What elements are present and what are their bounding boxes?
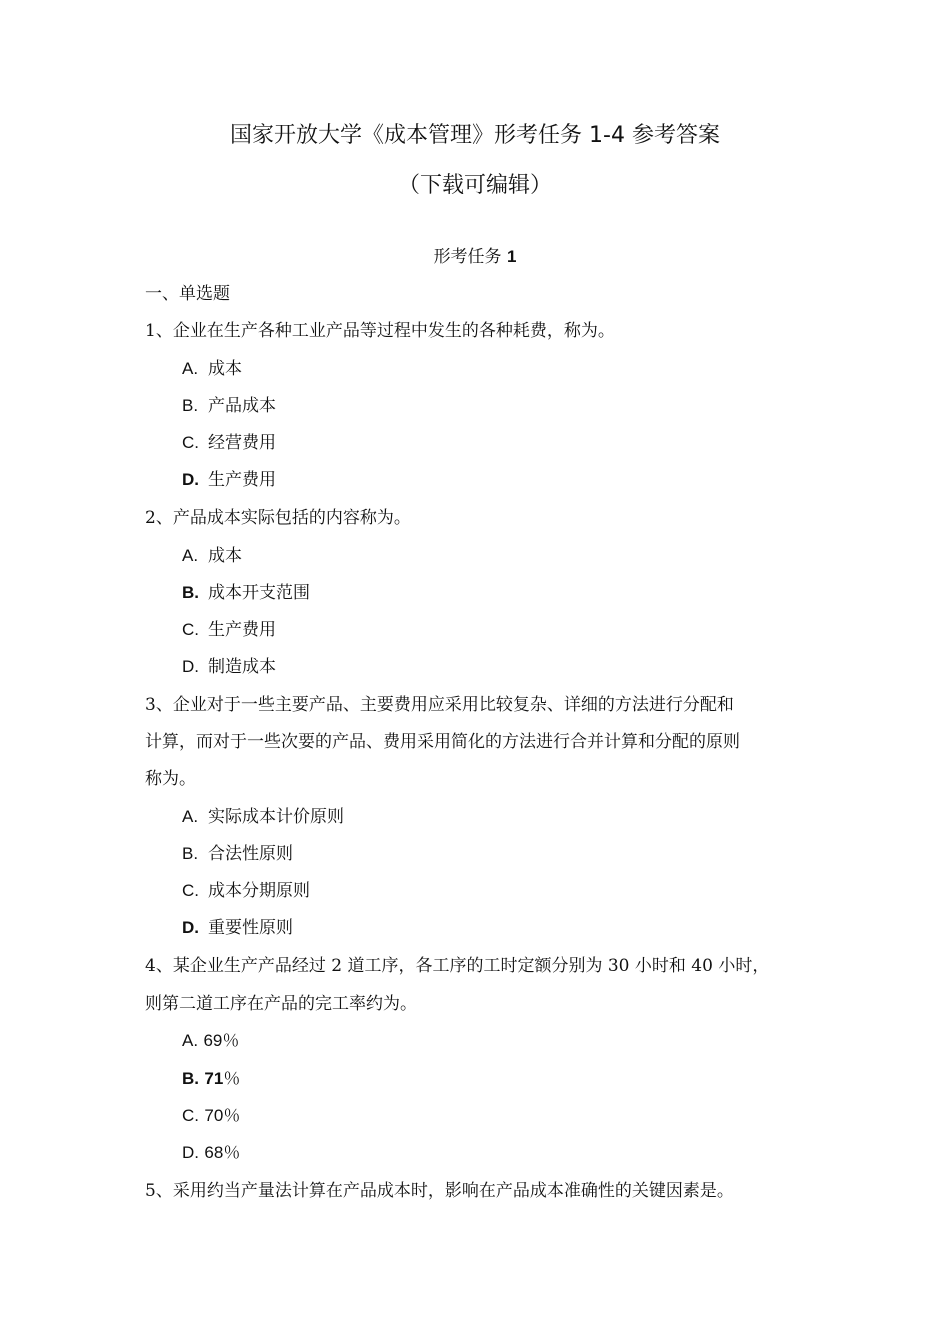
- question-5-text: 5、采用约当产量法计算在产品成本时，影响在产品成本准确性的关键因素是。: [145, 1181, 734, 1201]
- option-text: 生产费用: [208, 470, 276, 490]
- q3-option-c: [182, 878, 310, 904]
- q2-option-d: [182, 654, 276, 680]
- option-text: 生产费用: [208, 620, 276, 640]
- option-letter: D.: [182, 1143, 199, 1162]
- option-value: 71: [204, 1069, 224, 1088]
- q3-option-d-correct: [182, 915, 293, 941]
- option-text: 实际成本计价原则: [208, 807, 344, 827]
- document-subtitle: （下载可编辑）: [397, 173, 552, 198]
- q4-option-d: [182, 1140, 240, 1166]
- q2-option-c: [182, 617, 276, 643]
- question-1-text: 1、企业在生产各种工业产品等过程中发生的各种耗费，称为。: [145, 321, 615, 341]
- option-text: 成本: [208, 546, 242, 566]
- option-letter: C.: [182, 881, 199, 900]
- section-number: 1: [506, 247, 517, 266]
- option-text: 成本开支范围: [208, 583, 310, 603]
- q1-option-c: [182, 430, 276, 456]
- question-4-line-1: 4、某企业生产产品经过 2 道工序，各工序的工时定额分别为 30 小时和 40 小时，: [145, 956, 770, 976]
- option-text: 产品成本: [208, 396, 276, 416]
- option-value: 68: [204, 1143, 224, 1162]
- option-text: 重要性原则: [208, 918, 293, 938]
- percent-sign: ％: [223, 1069, 241, 1089]
- option-letter: D.: [182, 470, 199, 489]
- q1-option-d-correct: [182, 467, 276, 493]
- part-heading: 一、单选题: [145, 284, 230, 304]
- question-2-text: 2、产品成本实际包括的内容称为。: [145, 508, 411, 528]
- option-value: 70: [204, 1106, 224, 1125]
- q3-option-b: [182, 841, 293, 867]
- question-4-line-2: 则第二道工序在产品的完工率约为。: [145, 994, 417, 1014]
- section-heading: [0, 244, 950, 270]
- question-3-line-3: 称为。: [145, 769, 196, 789]
- option-letter: A.: [182, 546, 199, 565]
- q4-option-a: [182, 1028, 239, 1054]
- option-letter: D.: [182, 657, 199, 676]
- option-value: 69: [203, 1031, 223, 1050]
- option-text: 成本: [208, 359, 242, 379]
- q2-option-a: [182, 543, 242, 569]
- document-title: 国家开放大学《成本管理》形考任务 1-4 参考答案: [230, 123, 720, 148]
- question-3-line-1: 3、企业对于一些主要产品、主要费用应采用比较复杂、详细的方法进行分配和: [145, 695, 734, 715]
- option-letter: B.: [182, 844, 199, 863]
- q4-option-b-correct: [182, 1066, 240, 1092]
- section-label: 形考任务: [433, 247, 502, 267]
- question-3-line-2: 计算，而对于一些次要的产品、费用采用简化的方法进行合并计算和分配的原则: [145, 732, 740, 752]
- percent-sign: ％: [222, 1031, 240, 1051]
- option-letter: A.: [182, 359, 199, 378]
- q4-option-c: [182, 1103, 240, 1129]
- q3-option-a: [182, 804, 344, 830]
- option-letter: D.: [182, 918, 199, 937]
- option-text: 合法性原则: [208, 844, 293, 864]
- option-letter: B.: [182, 1069, 199, 1088]
- option-letter: C.: [182, 1106, 199, 1125]
- q2-option-b-correct: [182, 580, 310, 606]
- q1-option-b: [182, 393, 276, 419]
- option-letter: B.: [182, 583, 199, 602]
- option-text: 成本分期原则: [208, 881, 310, 901]
- percent-sign: ％: [223, 1106, 241, 1126]
- q1-option-a: [182, 356, 242, 382]
- option-text: 制造成本: [208, 657, 276, 677]
- percent-sign: ％: [223, 1143, 241, 1163]
- option-letter: A.: [182, 807, 199, 826]
- option-text: 经营费用: [208, 433, 276, 453]
- option-letter: B.: [182, 396, 199, 415]
- option-letter: C.: [182, 620, 199, 639]
- option-letter: C.: [182, 433, 199, 452]
- option-letter: A.: [182, 1031, 199, 1050]
